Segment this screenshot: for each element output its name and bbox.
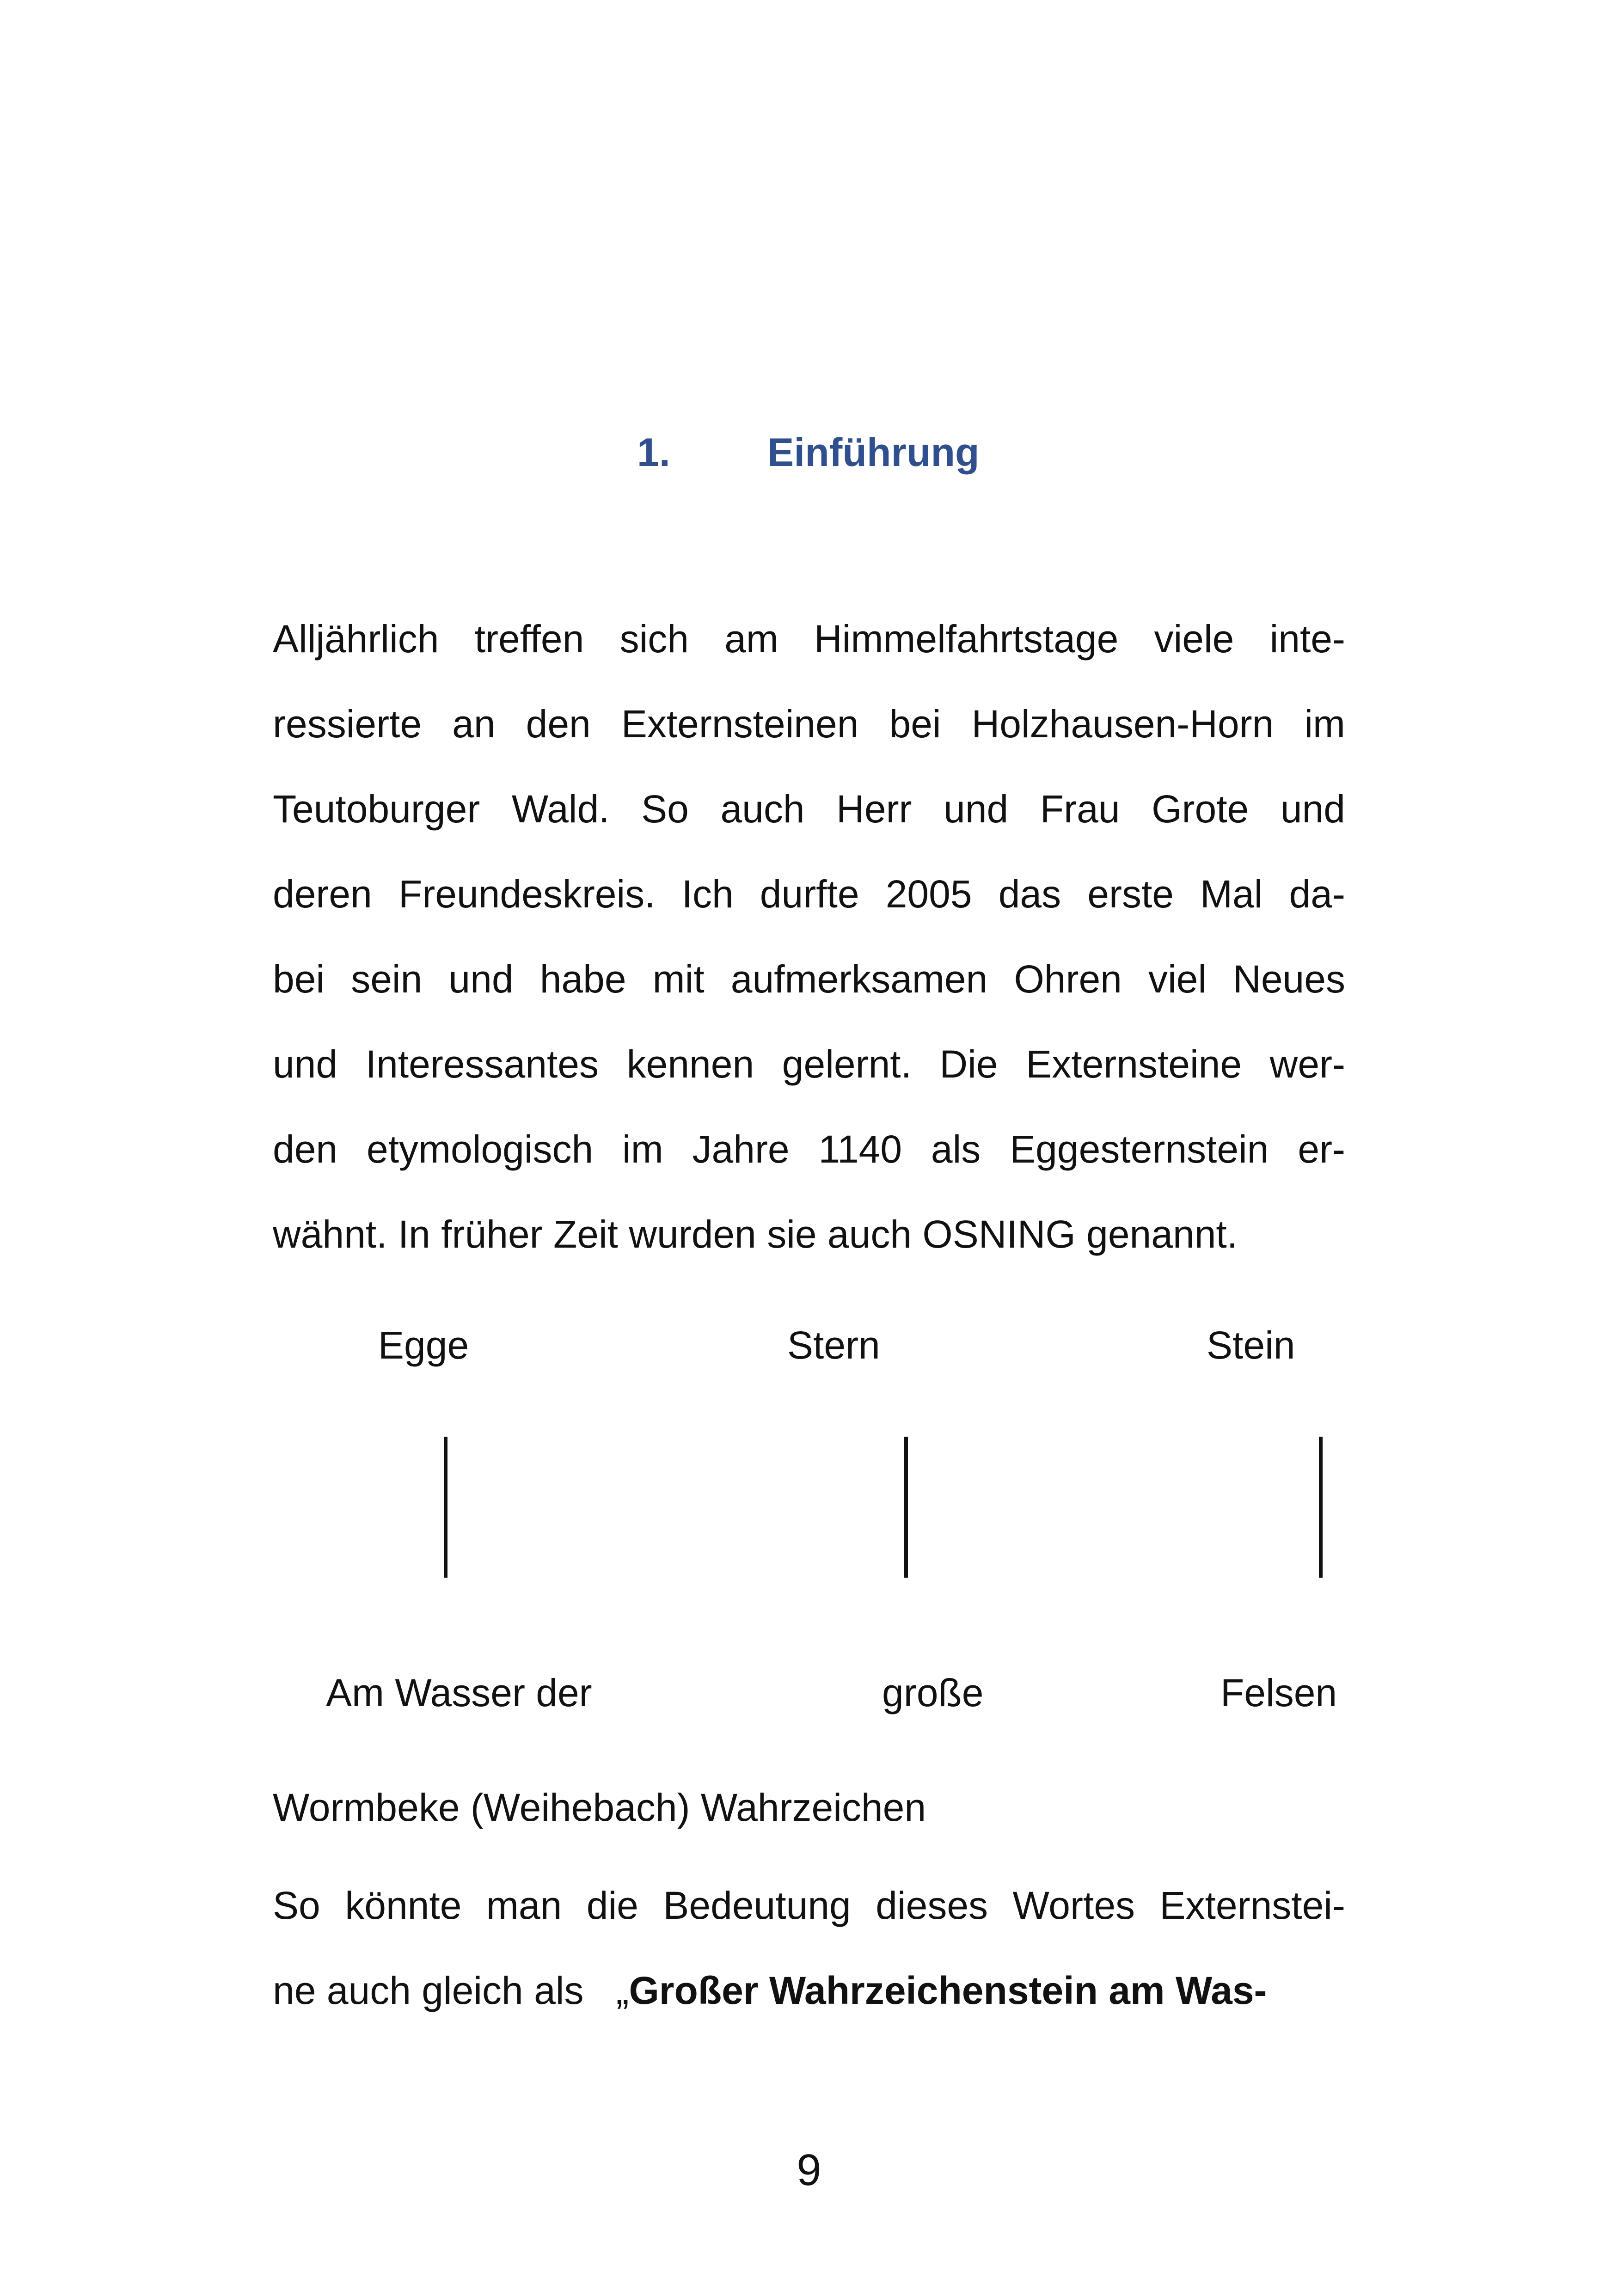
etymology-part-stein: Stein [1207, 1323, 1295, 1367]
page-number: 9 [797, 2145, 821, 2195]
paragraph-line: und Interessantes kennen gelernt. Die Externsteine wer- [273, 1042, 1345, 1086]
conclusion-paragraph [273, 1863, 1345, 2033]
etymology-meaning-line2: Wormbeke (Weihebach) Wahrzeichen [273, 1786, 926, 1829]
etymology-part-egge: Egge [378, 1323, 469, 1367]
paragraph-line: den etymologisch im Jahre 1140 als Eggesternstein er- [273, 1127, 1345, 1171]
connector-line [444, 1437, 447, 1578]
intro-paragraph [273, 596, 1345, 1277]
paragraph-line: Alljährlich treffen sich am Himmelfahrtstage viele inte- [273, 617, 1345, 661]
section-heading [0, 430, 1618, 485]
etymology-meaning-stein: Felsen [1220, 1671, 1337, 1714]
section-title: Einführung [767, 430, 980, 475]
etymology-part-stern: Stern [787, 1323, 880, 1367]
etymology-meaning-egge: Am Wasser der [326, 1671, 592, 1714]
quote-open: „ [616, 1969, 629, 2012]
line-prefix: ne auch gleich als [273, 1969, 584, 2012]
paragraph-line: So könnte man die Bedeutung dieses Wortes Externstei- [273, 1884, 1345, 1927]
etymology-meaning-stern: große [882, 1671, 984, 1714]
paragraph-line: wähnt. In früher Zeit wurden sie auch OSNING genannt. [273, 1212, 1238, 1256]
paragraph-line: ressierte an den Externsteinen bei Holzhausen-Horn im [273, 702, 1345, 746]
connector-line [1319, 1437, 1323, 1578]
section-number: 1. [637, 430, 670, 475]
paragraph-line [273, 1948, 1345, 2033]
bold-phrase: Großer Wahrzeichenstein am Was- [629, 1969, 1267, 2012]
paragraph-line: deren Freundeskreis. Ich durfte 2005 das erste Mal da- [273, 872, 1345, 916]
connector-line [904, 1437, 908, 1578]
paragraph-line: Teutoburger Wald. So auch Herr und Frau Grote und [273, 787, 1345, 831]
paragraph-line: bei sein und habe mit aufmerksamen Ohren viel Neues [273, 957, 1345, 1001]
